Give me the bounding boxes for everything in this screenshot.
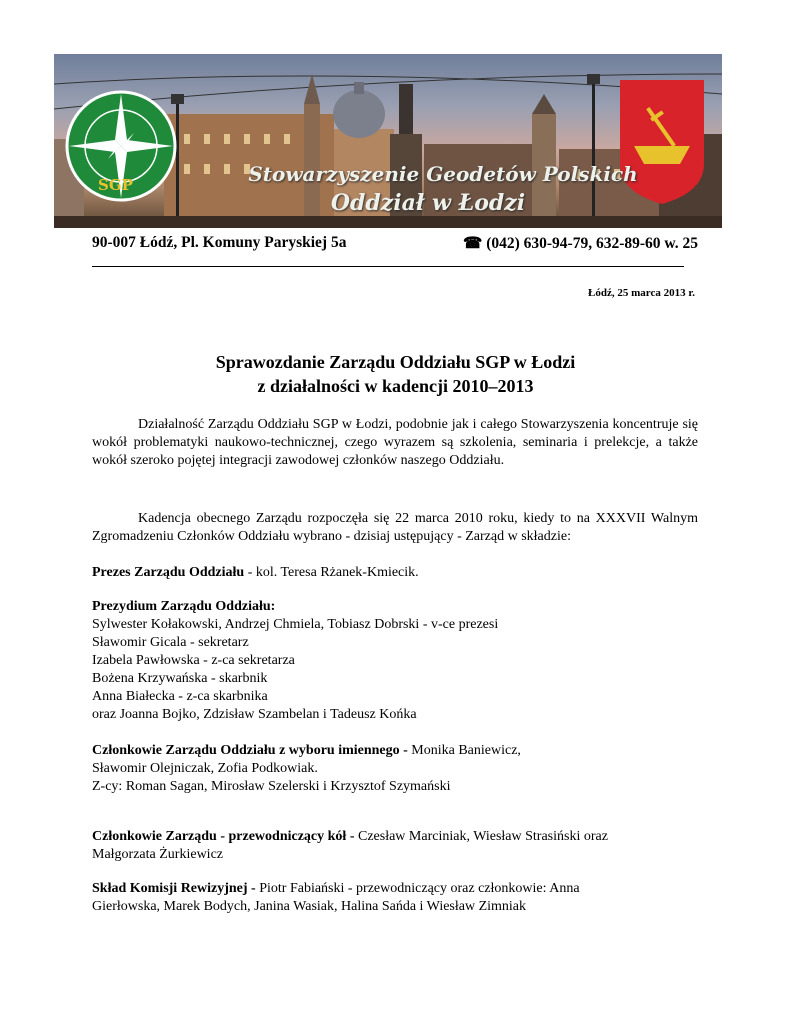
address-text: 90-007 Łódź, Pl. Komuny Paryskiej 5a (92, 234, 347, 251)
phone-text: (042) 630-94-79, 632-89-60 w. 25 (486, 235, 698, 252)
prezydium-line: oraz Joanna Bojko, Zdzisław Szambelan i Tadeusz Końka (92, 707, 417, 722)
prezydium-line: Izabela Pawłowska - z-ca sekretarza (92, 653, 295, 668)
document-title-line1: Sprawozdanie Zarządu Oddziału SGP w Łodzi (215, 352, 576, 372)
prezydium-label: Prezydium Zarządu Oddziału: (92, 599, 276, 614)
czlonkowie-imienny-line: Z-cy: Roman Sagan, Mirosław Szelerski i Krzysztof Szymański (92, 779, 451, 794)
czlonkowie-kol-line: Małgorzata Żurkiewicz (92, 847, 223, 862)
czlonkowie-kol-line: Członkowie Zarządu - przewodniczący kół - Czesław Marciniak, Wiesław Strasiński oraz (92, 829, 608, 844)
czlonkowie-imienny-line: Sławomir Olejniczak, Zofia Podkowiak. (92, 761, 318, 776)
prezes-label: Prezes Zarządu Oddziału (92, 565, 245, 580)
prezydium-line: Sylwester Kołakowski, Andrzej Chmiela, Tobiasz Dobrski - v-ce prezesi (92, 617, 499, 632)
czlonkowie-kol-label: Członkowie Zarządu - przewodniczący kół - (92, 829, 355, 844)
komisja-line: Skład Komisji Rewizyjnej - Piotr Fabiański - przewodniczący oraz członkowie: Anna (92, 881, 580, 896)
prezydium-line: Sławomir Gicala - sekretarz (92, 635, 249, 650)
prezes-line (92, 564, 419, 582)
banner-title-line2: Oddział w Łodzi (330, 190, 526, 216)
komisja-line: Gierłowska, Marek Bodych, Janina Wasiak, Halina Sańda i Wiesław Zimniak (92, 899, 527, 914)
prezydium-line: Anna Białecka - z-ca skarbnika (92, 689, 268, 704)
phone-icon: ☎ (463, 235, 483, 252)
paragraph-1: Działalność Zarządu Oddziału SGP w Łodzi, podobnie jak i całego Stowarzyszenia koncentruje się wokół problematyki naukowo-technicznej, czego wyrazem są szkolenia, seminaria i prelekcje, a także wokół szeroko pojętej integracji zawodowej członków naszego Oddziału. (92, 417, 698, 468)
czlonkowie-imienny-line: Członkowie Zarządu Oddziału z wyboru imiennego - Monika Baniewicz, (92, 743, 521, 758)
prezes-text: - kol. Teresa Rżanek-Kmiecik. (244, 565, 419, 580)
document-title-line2: z działalności w kadencji 2010–2013 (257, 376, 534, 396)
prezydium-line: Bożena Krzywańska - skarbnik (92, 671, 268, 686)
header-banner (54, 54, 722, 228)
phone-block (463, 234, 698, 253)
banner-title-line1: Stowarzyszenie Geodetów Polskich (248, 162, 638, 186)
komisja-label: Skład Komisji Rewizyjnej - (92, 881, 256, 896)
sgp-logo-text: SGP (98, 176, 133, 194)
document-date: Łódź, 25 marca 2013 r. (588, 287, 695, 299)
header-divider (92, 266, 684, 267)
czlonkowie-imienny-label: Członkowie Zarządu Oddziału z wyboru imiennego - (92, 743, 408, 758)
paragraph-2: Kadencja obecnego Zarządu rozpoczęła się 22 marca 2010 roku, kiedy to na XXXVII Walnym Zgromadzeniu Członków Oddziału wybrano - dzisiaj ustępujący - Zarząd w składzie: (92, 511, 698, 544)
contact-line (92, 234, 698, 256)
